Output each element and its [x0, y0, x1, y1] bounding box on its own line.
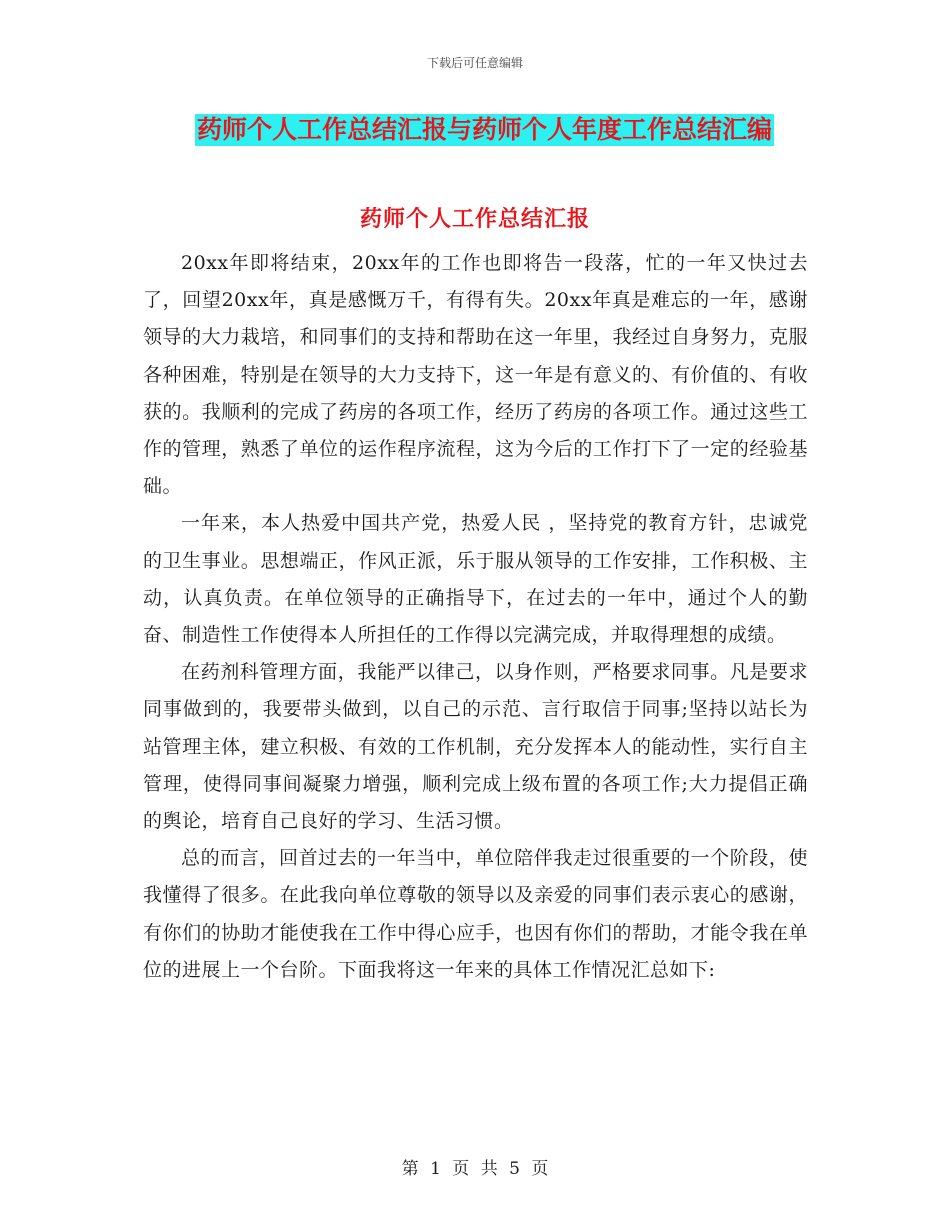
- paragraph: 在药剂科管理方面，我能严以律己，以身作则，严格要求同事。凡是要求同事做到的，我要带头做到，以自己的示范、言行取信于同事;坚持以站长为站管理主体，建立积极、有效的工作机制，充分发挥本人的能动性，实行自主管理，使得同事间凝聚力增强，顺利完成上级布置的各项工作;大力提倡正确的舆论，培育自己良好的学习、生活习惯。: [143, 661, 808, 833]
- section-title: 药师个人工作总结汇报: [359, 206, 590, 232]
- page-footer: 第 1 页 共 5 页: [401, 1159, 549, 1179]
- paragraph: 20xx年即将结束，20xx年的工作也即将告一段落，忙的一年又快过去了，回望20xx年，真是感慨万千，有得有失。20xx年真是难忘的一年，感谢领导的大力栽培，和同事们的支持和帮助在这一年里，我经过自身努力，克服各种困难，特别是在领导的大力支持下，这一年是有意义的、有价值的、有收获的。我顺利的完成了药房的各项工作，经历了药房的各项工作。通过这些工作的管理，熟悉了单位的运作程序流程，这为今后的工作打下了一定的经验基础。: [143, 252, 808, 498]
- document-main-title: 药师个人工作总结汇报与药师个人年度工作总结汇编: [197, 115, 773, 144]
- paragraph: 总的而言，回首过去的一年当中，单位陪伴我走过很重要的一个阶段，使我懂得了很多。在此我向单位尊敬的领导以及亲爱的同事们表示衷心的感谢，有你们的协助才能使我在工作中得心应手，也因有你们的帮助，才能令我在单位的进展上一个台阶。下面我将这一年来的具体工作情况汇总如下:: [143, 847, 808, 981]
- header-note: 下载后可任意编辑: [426, 56, 523, 70]
- document-body: [143, 245, 808, 989]
- paragraph: 一年来，本人热爱中国共产党，热爱人民 ，坚持党的教育方针，忠诚党的卫生事业。思想端正，作风正派，乐于服从领导的工作安排，工作积极、主动，认真负责。在单位领导的正确指导下，在过去的一年中，通过个人的勤奋、制造性工作使得本人所担任的工作得以完满完成，并取得理想的成绩。: [143, 512, 808, 647]
